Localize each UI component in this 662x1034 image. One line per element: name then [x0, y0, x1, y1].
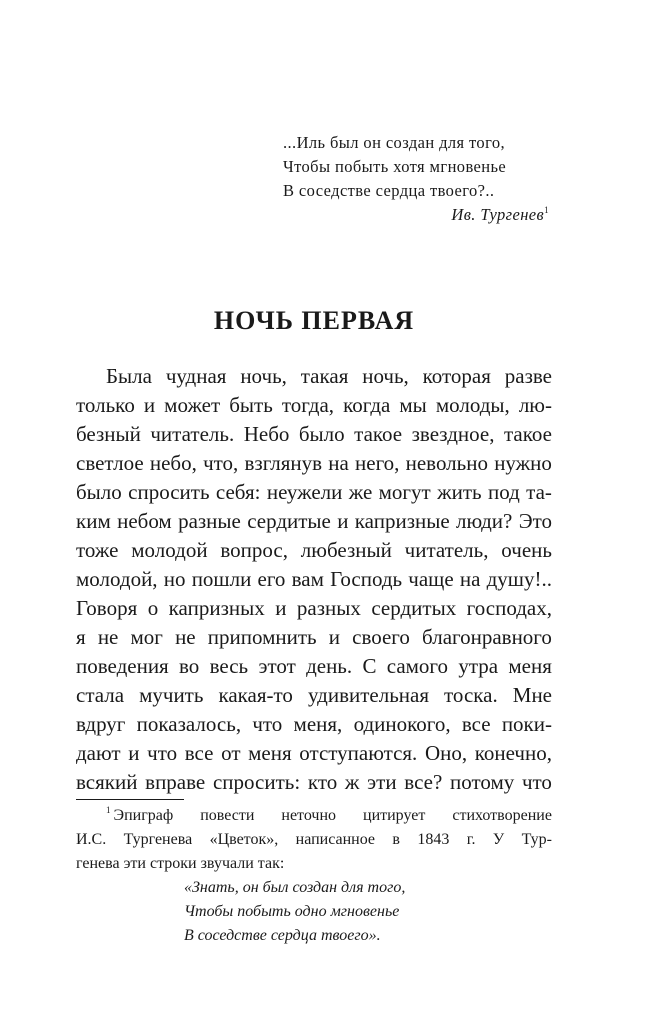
footnote-quote-line: Чтобы побыть одно мгновенье: [184, 903, 400, 920]
footnote-quote-line: «Знать, он был создан для того,: [184, 879, 406, 896]
body-line: поведения во весь этот день. С самого утра меня: [76, 654, 552, 678]
body-line: дают и что все от меня отступаются. Оно, конечно,: [76, 741, 552, 765]
body-line: безный читатель. Небо было такое звездное, такое: [76, 422, 552, 446]
footnote-reference[interactable]: 1: [544, 205, 549, 215]
footnote-line: $^1$ Эпиграф повести неточно цитирует стихотворение: [106, 805, 552, 824]
body-line: всякий вправе спросить: кто ж эти все? потому что: [76, 770, 552, 794]
epigraph-line: Чтобы побыть хотя мгновенье: [283, 157, 507, 176]
body-line: Говоря о капризных и разных сердитых господах,: [76, 596, 552, 620]
body-line: было спросить себя: неужели же могут жить под та-: [76, 480, 552, 504]
body-line: я не мог не припомнить и своего благонравного: [76, 625, 552, 649]
footnote-line: И.С. Тургенева «Цветок», написанное в 1843 г. У Тур-: [76, 831, 552, 848]
body-line: только и может быть тогда, когда мы молоды, лю-: [76, 393, 552, 417]
footnote: [76, 804, 552, 948]
epigraph-author: [283, 203, 549, 227]
footnote-marker: 1: [106, 805, 111, 815]
chapter-title: НОЧЬ ПЕРВАЯ: [213, 306, 415, 335]
body-line: тоже молодой вопрос, любезный читатель, очень: [76, 538, 552, 562]
body-line: молодой, но пошли его вам Господь чаще на душу!..: [76, 567, 552, 591]
epigraph-line: В соседстве сердца твоего?..: [283, 181, 495, 200]
body-line: стала мучить какая-то удивительная тоска. Мне: [76, 683, 552, 707]
body-line: вдруг показалось, что меня, одинокого, все поки-: [76, 712, 552, 736]
body-line: светлое небо, что, взглянув на него, невольно нужно: [76, 451, 552, 475]
body-line: ким небом разные сердитые и капризные люди? Это: [76, 509, 552, 533]
footnote-quote-line: В соседстве сердца твоего».: [184, 927, 381, 944]
footnote-divider: [76, 799, 184, 800]
body-text: [76, 362, 552, 797]
epigraph: [283, 131, 553, 227]
epigraph-author-name: Ив. Тургенев: [451, 205, 545, 224]
footnote-line: генева эти строки звучали так:: [76, 855, 285, 872]
body-line: Была чудная ночь, такая ночь, которая разве: [106, 364, 552, 388]
epigraph-line: ...Иль был он создан для того,: [283, 133, 506, 152]
